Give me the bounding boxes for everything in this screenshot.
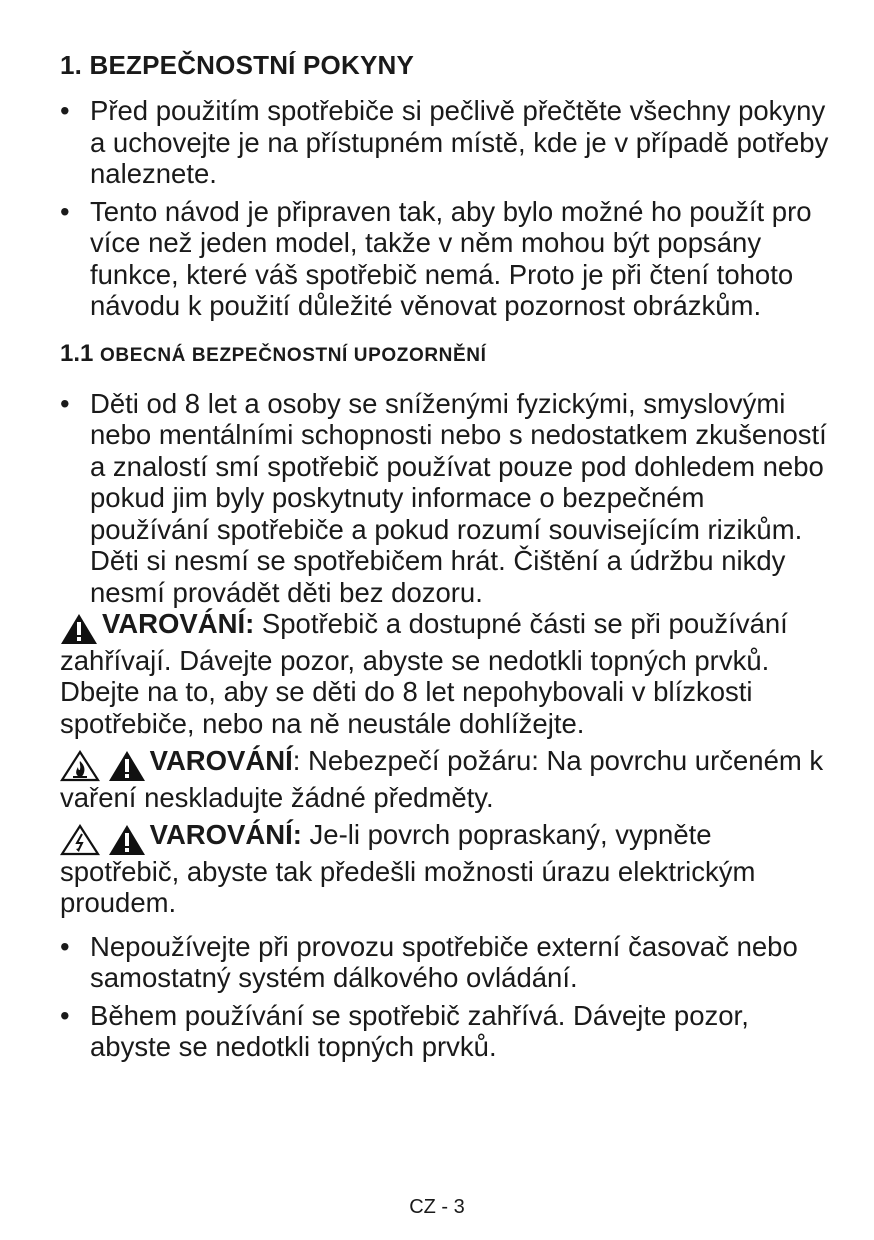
list-item <box>60 95 830 190</box>
list-item <box>60 931 830 994</box>
bullet-marker: • <box>60 930 70 962</box>
list-item <box>60 196 830 322</box>
section-heading: 1. BEZPEČNOSTNÍ POKYNY <box>60 50 415 80</box>
warning-block <box>60 745 830 813</box>
list-item-text: Během používání se spotřebič zahřívá. Dávejte pozor, abyste se nedotkli topných prvků. <box>90 999 749 1062</box>
final-list <box>60 931 830 1063</box>
manual-page <box>60 50 830 1069</box>
subsection-heading <box>60 340 830 368</box>
warning-label: VAROVÁNÍ: <box>149 819 302 850</box>
page-number: CZ - 3 <box>409 1196 465 1218</box>
list-item <box>60 1000 830 1063</box>
intro-list <box>60 95 830 322</box>
list-item-text: Nepoužívejte při provozu spotřebiče externí časovač nebo samostatný systém dálkového ovládání. <box>90 930 798 993</box>
list-item <box>60 388 830 609</box>
subsection-title: OBECNÁ BEZPEČNOSTNÍ UPOZORNĚNÍ <box>100 344 487 366</box>
list-item-text: Tento návod je připraven tak, aby bylo možné ho použít pro více než jeden model, takže v něm mohou být popsány funkce, které váš spotřebič nemá. Proto je při čtení tohoto návodu k použití důležité věnovat pozornost obrázkům. <box>90 195 812 321</box>
fire-hazard-icon <box>60 750 100 782</box>
bullet-marker: • <box>60 999 70 1031</box>
bullet-marker: • <box>60 195 70 227</box>
warning-text: : Nebezpečí požáru: Na povrchu určeném k vaření neskladujte žádné předměty. <box>60 745 824 813</box>
warning-icon <box>108 750 146 782</box>
general-list <box>60 388 830 609</box>
list-item-text: Děti od 8 let a osoby se sníženými fyzickými, smyslovými nebo mentálními schopnosti nebo s nedostatkem zkušeností a znalostí smí spotřebič používat pouze pod dohledem nebo pokud jim byly poskytnuty informace o bezpečném používání spotřebiče a pokud rozumí souvisejícím rizikům. Děti si nesmí se spotřebičem hrát. Čištění a údržbu nikdy nesmí provádět děti bez dozoru. <box>90 387 827 608</box>
warning-label: VAROVÁNÍ: <box>102 608 255 639</box>
bullet-marker: • <box>60 95 70 126</box>
warning-icon <box>60 613 98 645</box>
warning-block <box>60 608 830 739</box>
warning-label: VAROVÁNÍ <box>149 745 293 776</box>
bullet-marker: • <box>60 387 70 419</box>
warning-icon <box>108 824 146 856</box>
warning-text: Spotřebič a dostupné části se při používání zahřívají. Dávejte pozor, abyste se nedotkli topných prvků. Dbejte na to, aby se děti do 8 let nepohybovali v blízkosti spotřebiče, nebo na ně neustále dohlížejte. <box>60 608 788 739</box>
warning-block <box>60 819 830 919</box>
list-item-text: Před použitím spotřebiče si pečlivě přečtěte všechny pokyny a uchovejte je na přístupném místě, kde je v případě potřeby naleznete. <box>90 95 829 189</box>
subsection-number: 1.1 <box>60 339 94 367</box>
warning-text: Je-li povrch popraskaný, vypněte spotřebič, abyste tak předešli možnosti úrazu elektrickým proudem. <box>60 819 756 918</box>
electric-hazard-icon <box>60 824 100 856</box>
